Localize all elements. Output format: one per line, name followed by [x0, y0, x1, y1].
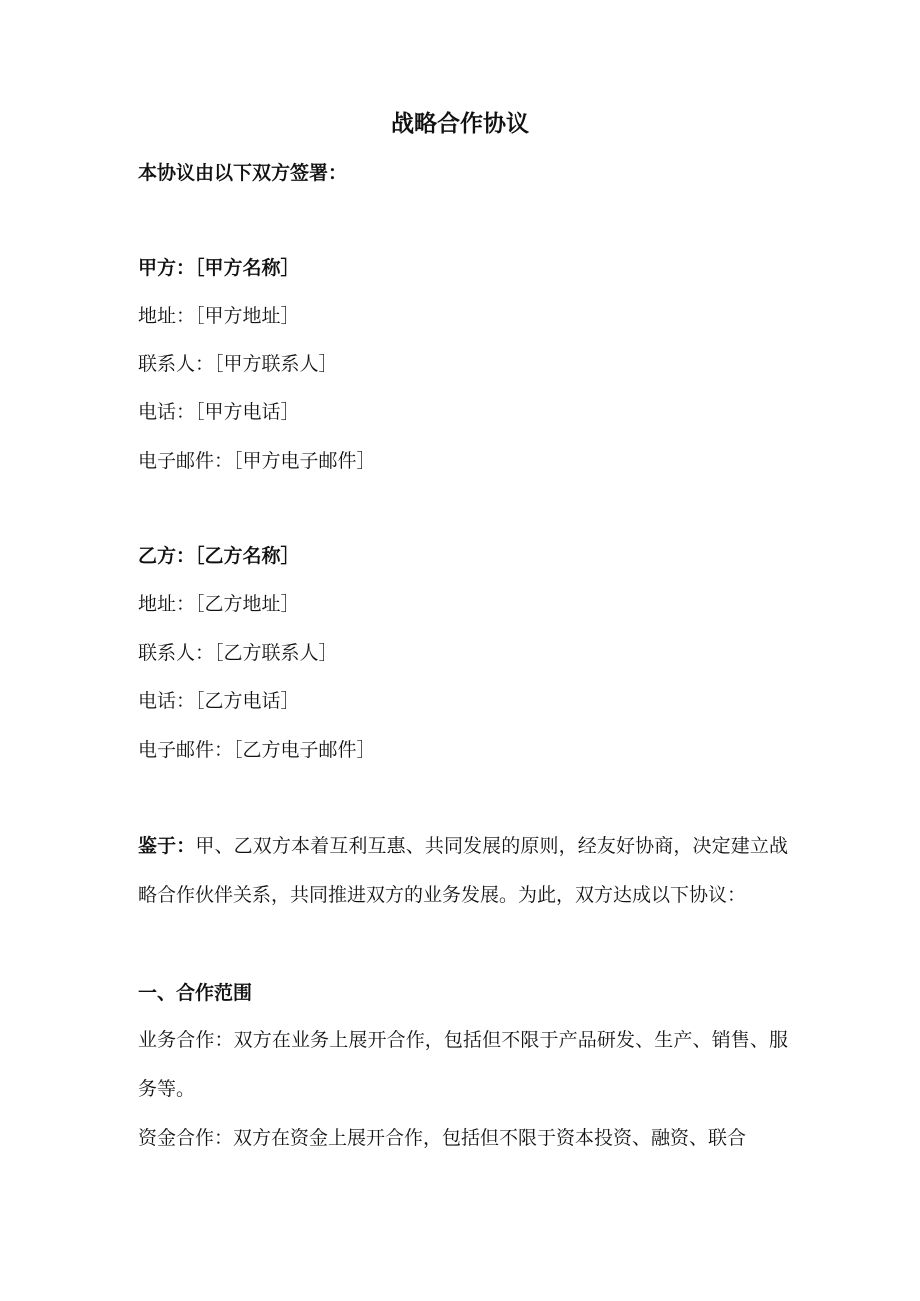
section1-heading: 一、合作范围	[138, 982, 253, 1004]
party-a-address: 地址：［甲方地址］	[138, 305, 300, 327]
whereas-text: 甲、乙双方本着互利互惠、共同发展的原则，经友好协商，决定建立战略合作伙伴关系，共同推进双方的业务发展。为此，双方达成以下协议：	[138, 835, 788, 906]
section1-business-paragraph: 业务合作：双方在业务上展开合作，包括但不限于产品研发、生产、销售、服务等。	[138, 1029, 788, 1100]
party-b-phone: 电话：［乙方电话］	[138, 690, 300, 712]
party-a-email: 电子邮件：［甲方电子邮件］	[138, 450, 376, 472]
document-title: 战略合作协议	[391, 111, 529, 137]
party-a-contact: 联系人：［甲方联系人］	[138, 353, 338, 375]
party-b-heading: 乙方：［乙方名称］	[138, 545, 300, 567]
party-a-phone: 电话：［甲方电话］	[138, 401, 300, 423]
section1-capital-paragraph: 资金合作：双方在资金上展开合作，包括但不限于资本投资、融资、联合	[138, 1127, 747, 1149]
party-a-heading: 甲方：［甲方名称］	[138, 257, 300, 279]
intro-line: 本协议由以下双方签署：	[138, 162, 348, 184]
party-b-contact: 联系人：［乙方联系人］	[138, 642, 338, 664]
whereas-paragraph	[138, 822, 788, 920]
party-b-email: 电子邮件：［乙方电子邮件］	[138, 739, 376, 761]
whereas-lead: 鉴于：	[138, 835, 196, 857]
party-b-address: 地址：［乙方地址］	[138, 593, 300, 615]
